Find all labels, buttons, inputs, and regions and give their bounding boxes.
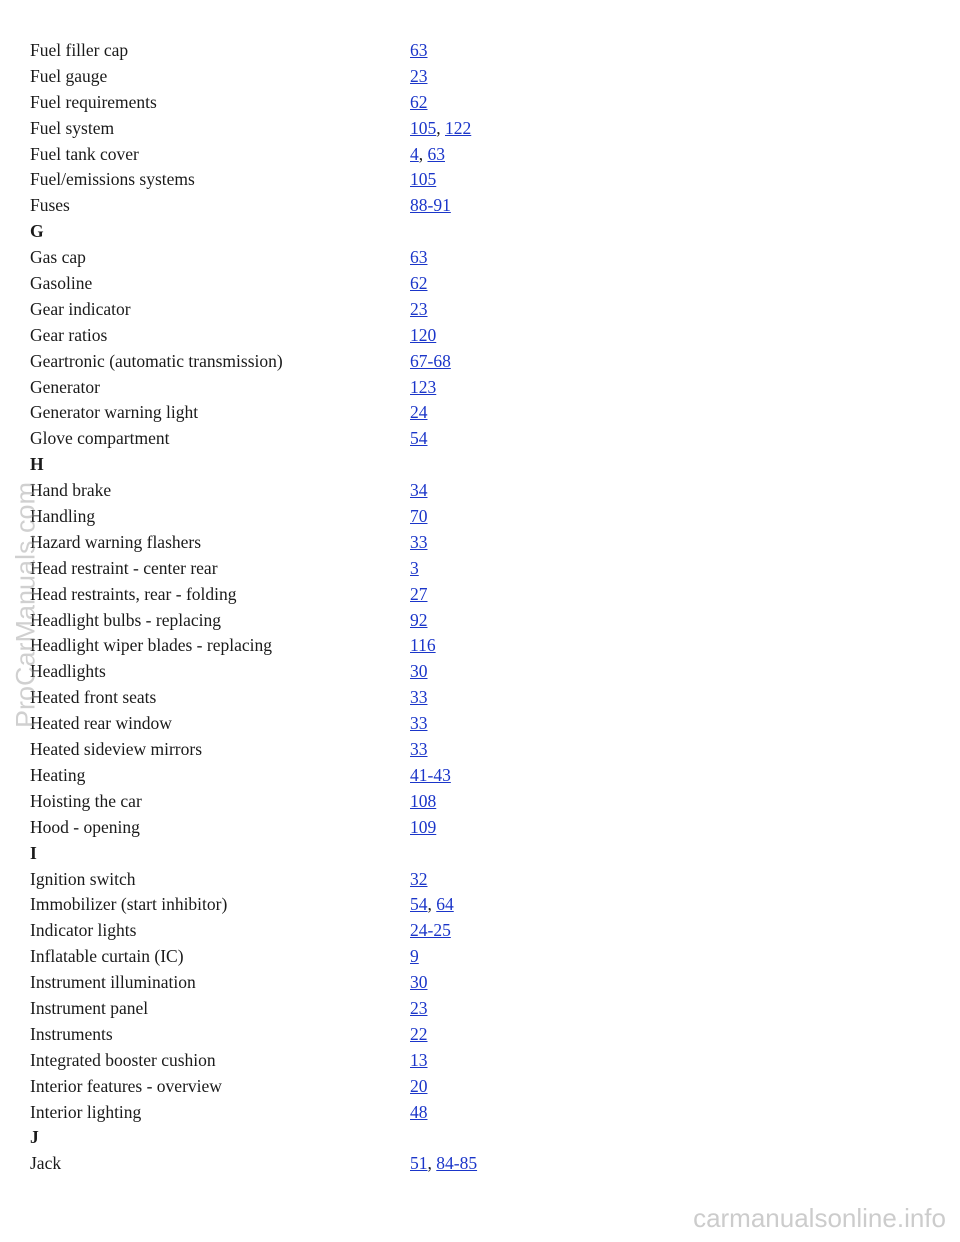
index-entry [30,1048,730,1074]
index-entry [30,763,730,789]
index-entry [30,375,730,401]
index-term: Fuel requirements [30,91,157,112]
page-link[interactable]: 30 [410,972,428,993]
index-term: Gas cap [30,247,86,268]
page-refs [410,38,730,64]
page-link[interactable]: 33 [410,687,428,708]
letter-heading-text: H [30,454,44,475]
page-refs [410,349,730,375]
index-term: Heated sideview mirrors [30,739,203,760]
index-entry [30,323,730,349]
index-term: Fuel tank cover [30,143,139,164]
page-link[interactable]: 88-91 [410,195,451,216]
page-link[interactable]: 13 [410,1049,428,1070]
index-term: Jack [30,1153,62,1174]
page-refs [410,892,730,918]
page-link[interactable]: 64 [436,894,454,915]
letter-heading-text: I [30,842,37,863]
page-ref-separator: , [436,117,445,138]
page-ref-separator: , [427,894,437,915]
page-ref-separator: , [418,143,428,164]
page-link[interactable]: 63 [410,247,428,268]
page-refs [410,478,730,504]
index-entry [30,193,730,219]
page-link[interactable]: 62 [410,91,428,112]
page-refs [410,582,730,608]
index-term: Fuel filler cap [30,40,129,60]
index-entry [30,918,730,944]
index-term: Hood - opening [30,816,140,837]
index-term: Gasoline [30,273,93,294]
page-refs [410,64,730,90]
index-entry [30,245,730,271]
page-ref-separator: , [427,1153,437,1174]
page-link[interactable]: 51 [410,1153,428,1174]
page-refs [410,504,730,530]
index-term: Head restraint - center rear [30,557,218,578]
page-refs [410,556,730,582]
index-term: Head restraints, rear - folding [30,583,237,604]
page-refs [410,867,730,893]
page-link[interactable]: 33 [410,739,428,760]
index-term: Heated front seats [30,687,157,708]
page-link[interactable]: 123 [410,376,437,397]
page-refs [410,193,730,219]
page-refs [410,659,730,685]
index-term: Glove compartment [30,428,170,449]
index-entry [30,530,730,556]
page-link[interactable]: 24-25 [410,920,451,941]
page-refs [410,789,730,815]
index-entry [30,789,730,815]
index-entry [30,271,730,297]
letter-heading-text: G [30,221,44,242]
page-refs [410,245,730,271]
page-refs [410,1151,730,1177]
index-entry [30,737,730,763]
page-refs [410,1074,730,1100]
index-term: Hand brake [30,480,112,501]
index-term: Instrument illumination [30,972,196,993]
page-link[interactable]: 33 [410,713,428,734]
page-link[interactable]: 70 [410,506,428,527]
index-term: Headlight wiper blades - replacing [30,635,272,656]
index-term: Gear ratios [30,324,108,345]
index-entry [30,685,730,711]
page-refs [410,1022,730,1048]
index-entry [30,1074,730,1100]
page-refs [410,375,730,401]
index-term: Immobilizer (start inhibitor) [30,894,228,915]
letter-heading-text: J [30,1127,39,1148]
page-link[interactable]: 67-68 [410,350,451,371]
index-term: Ignition switch [30,868,136,889]
page-link[interactable]: 22 [410,1023,428,1044]
index-term: Instrument panel [30,997,149,1018]
page-link[interactable]: 33 [410,531,428,552]
page-link[interactable]: 4 [410,143,419,164]
index-entry [30,504,730,530]
page-link[interactable]: 92 [410,609,428,630]
index-entry [30,608,730,634]
page-refs [410,116,730,142]
index-entry [30,556,730,582]
page-link[interactable]: 116 [410,635,436,656]
page-refs [410,711,730,737]
page-link[interactable]: 34 [410,480,428,501]
index-entry [30,1022,730,1048]
index-letter-heading [30,219,730,245]
page-refs [410,323,730,349]
index-entry [30,297,730,323]
page-link[interactable]: 122 [445,117,472,138]
page-refs [410,271,730,297]
page-link[interactable]: 54 [410,428,428,449]
page-link[interactable]: 48 [410,1101,428,1122]
index-term: Integrated booster cushion [30,1049,216,1070]
page-link[interactable]: 54 [410,894,428,915]
index-entry [30,90,730,116]
index-entry [30,478,730,504]
index-term: Indicator lights [30,920,137,941]
page-refs [410,737,730,763]
page-link[interactable]: 105 [410,169,437,190]
index-term: Generator [30,376,100,397]
page-refs [410,815,730,841]
page-refs [410,970,730,996]
page-refs [410,763,730,789]
page-link[interactable]: 63 [410,40,428,60]
index-term: Headlights [30,661,106,682]
page-refs [410,90,730,116]
index-term: Hoisting the car [30,790,142,811]
index-entry [30,582,730,608]
index-entry [30,633,730,659]
page-link[interactable]: 23 [410,997,428,1018]
index-term: Fuel gauge [30,65,108,86]
index-entry [30,426,730,452]
index-letter-heading [30,1125,730,1151]
page-link[interactable]: 105 [410,117,437,138]
index-entry [30,1151,730,1177]
index-term: Instruments [30,1023,113,1044]
page-refs [410,608,730,634]
page-refs [410,944,730,970]
side-watermark-text: ProCarManuals.com [10,481,41,729]
page-link[interactable]: 41-43 [410,764,451,785]
page-refs [410,400,730,426]
index-entry [30,349,730,375]
index-entry [30,1100,730,1126]
index-term: Inflatable curtain (IC) [30,946,184,967]
page-refs [410,167,730,193]
page-refs [410,996,730,1022]
index-letter-heading [30,452,730,478]
page-link[interactable]: 9 [410,946,419,967]
page-refs [410,1100,730,1126]
page-refs [410,918,730,944]
index-entry [30,867,730,893]
index-term: Handling [30,506,96,527]
page-link[interactable]: 63 [427,143,445,164]
page-link[interactable]: 32 [410,868,428,889]
page-refs [410,426,730,452]
page-link[interactable]: 108 [410,790,437,811]
page-refs [410,142,730,168]
index-term: Interior features - overview [30,1075,222,1096]
index-entry [30,400,730,426]
index-term: Fuses [30,195,70,216]
index-list [30,38,730,1177]
index-entry [30,996,730,1022]
page-refs [410,530,730,556]
page-link[interactable]: 27 [410,583,428,604]
page-link[interactable]: 120 [410,324,437,345]
page-link[interactable]: 23 [410,65,428,86]
page-link[interactable]: 20 [410,1075,428,1096]
index-entry [30,116,730,142]
index-term: Heated rear window [30,713,172,734]
index-term: Generator warning light [30,402,199,423]
index-term: Headlight bulbs - replacing [30,609,221,630]
index-entry [30,142,730,168]
index-term: Geartronic (automatic transmission) [30,350,283,371]
index-entry [30,167,730,193]
page-refs [410,1048,730,1074]
page-link[interactable]: 84-85 [436,1153,478,1174]
index-entry [30,38,730,64]
page-link[interactable]: 23 [410,298,428,319]
index-entry [30,659,730,685]
index-letter-heading [30,841,730,867]
page-link[interactable]: 30 [410,661,428,682]
page-refs [410,633,730,659]
index-entry [30,892,730,918]
index-entry [30,970,730,996]
page-refs [410,685,730,711]
index-entry [30,711,730,737]
page-link[interactable]: 24 [410,402,428,423]
index-term: Heating [30,764,86,785]
index-term: Fuel system [30,117,115,138]
page-refs [410,297,730,323]
bottom-watermark: carmanualsonline.info [693,1203,946,1233]
index-term: Fuel/emissions systems [30,169,195,190]
page-link[interactable]: 109 [410,816,437,837]
index-term: Hazard warning flashers [30,531,202,552]
index-entry [30,815,730,841]
index-term: Gear indicator [30,298,131,319]
index-entry [30,64,730,90]
page-link[interactable]: 62 [410,273,428,294]
page-link[interactable]: 3 [410,557,419,578]
index-entry [30,944,730,970]
index-term: Interior lighting [30,1101,142,1122]
